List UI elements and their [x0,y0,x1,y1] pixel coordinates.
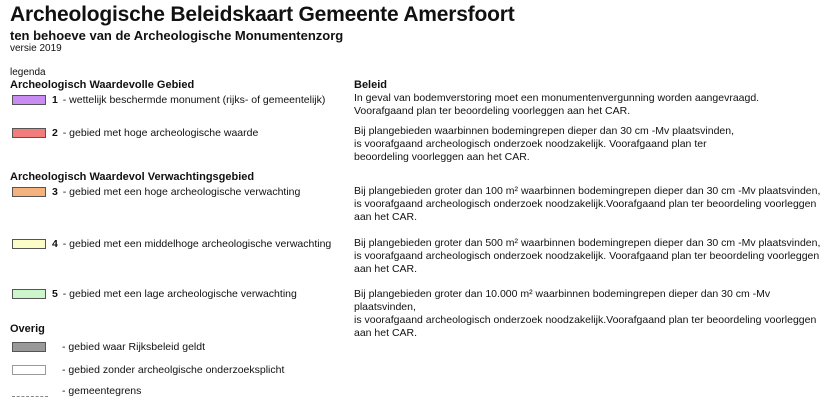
policy-text-4: Bij plangebieden groter dan 500 m² waarbinnen bodemingrepen dieper dan 30 cm -Mv plaatsvinden, is voorafgaand archeologisch onderzoek noodzakelijk. Voorafgaand plan ter beoordeling voorleggen aan het CAR. [354,237,821,275]
legend-label: legenda [10,67,46,78]
legend-item-3-label: - gebied met een hoge archeologische verwachting [62,186,301,198]
subtitle: ten behoeve van de Archeologische Monumentenzorg [10,28,344,43]
legend-swatch-1 [12,95,46,105]
gemeentegrens-line-symbol [12,396,48,397]
legend-item-2-label: - gebied met hoge archeologische waarde [62,127,259,139]
legend-item-4 [52,238,331,250]
legend-item-5-number: 5 [52,288,58,300]
legend-item-3-number: 3 [52,186,58,198]
section-waardevol-heading: Archeologisch Waardevolle Gebied [10,79,195,91]
policy-text-3: Bij plangebieden groter dan 100 m² waarbinnen bodemingrepen dieper dan 30 cm -Mv plaatsvinden, is voorafgaand archeologisch onderzoek noodzakelijk.Voorafgaand plan ter beoordeling voorleggen aan het CAR. [354,185,821,223]
legend-item-geen-onderzoeksplicht: - gebied zonder archeolgische onderzoeksplicht [62,364,285,376]
legend-swatch-4 [12,239,46,249]
version-label: versie 2019 [10,43,62,54]
legend-item-gemeentegrens: - gemeentegrens [62,385,142,397]
legend-item-1 [52,94,325,106]
legend-item-4-number: 4 [52,238,58,250]
policy-heading: Beleid [354,79,388,91]
legend-swatch-5 [12,289,46,299]
legend-item-2 [52,127,258,139]
legend-item-5-label: - gebied met een lage archeologische verwachting [62,288,297,300]
legend-swatch-geen-onderzoeksplicht [12,365,46,375]
legend-item-3 [52,186,300,198]
legend-swatch-2 [12,128,46,138]
legend-swatch-3 [12,187,46,197]
legend-item-rijksbeleid: - gebied waar Rijksbeleid geldt [62,341,205,353]
policy-text-2: Bij plangebieden waarbinnen bodemingrepen dieper dan 30 cm -Mv plaatsvinden, is voorafgaand archeologisch onderzoek noodzakelijk. Voorafgaand plan ter beoordeling voorleggen aan het CAR. [354,125,734,163]
legend-swatch-rijksbeleid [12,342,46,352]
section-verwachting-heading: Archeologisch Waardevol Verwachtingsgebied [10,171,255,183]
legend-item-2-number: 2 [52,127,58,139]
legend-item-5 [52,288,297,300]
page-title: Archeologische Beleidskaart Gemeente Amersfoort [10,3,515,26]
policy-text-1: In geval van bodemverstoring moet een monumentenvergunning worden aangevraagd. Voorafgaand plan ter beoordeling voorleggen aan het CAR. [354,92,760,117]
legend-item-1-label: - wettelijk beschermde monument (rijks- of gemeentelijk) [62,94,326,106]
section-overig-heading: Overig [10,323,45,335]
legend-item-1-number: 1 [52,94,58,106]
legend-item-4-label: - gebied met een middelhoge archeologische verwachting [62,238,332,250]
policy-text-5: Bij plangebieden groter dan 10.000 m² waarbinnen bodemingrepen dieper dan 30 cm -Mv plaatsvinden, is voorafgaand archeologisch onderzoek noodzakelijk.Voorafgaand plan ter beoordeling voorleggen aan het CAR. [354,288,817,339]
